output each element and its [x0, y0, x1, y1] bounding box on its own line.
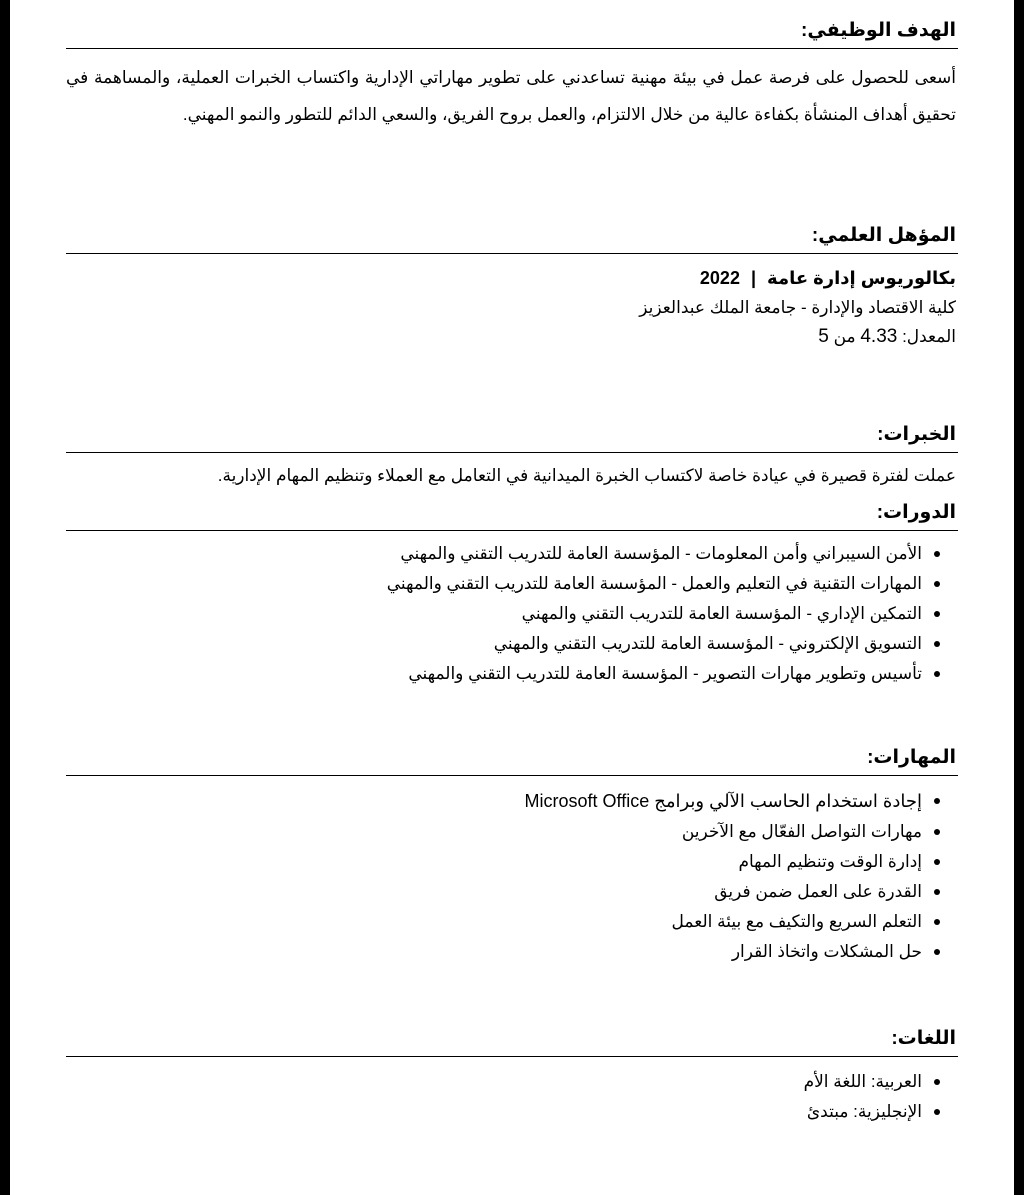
- education-heading: المؤهل العلمي:: [811, 225, 956, 246]
- gpa-value: 4.33: [860, 326, 898, 347]
- experience-section: [66, 422, 958, 491]
- degree-line: [66, 264, 958, 293]
- institution-name: كلية الاقتصاد والإدارة - جامعة الملك عبدالعزيز: [639, 298, 956, 317]
- bullet-icon: [934, 611, 940, 617]
- section-divider: [66, 253, 958, 254]
- list-item: المهارات التقنية في التعليم والعمل - المؤسسة العامة للتدريب التقني والمهني: [66, 569, 958, 599]
- section-divider: [66, 530, 958, 531]
- list-item: تأسيس وتطوير مهارات التصوير - المؤسسة العامة للتدريب التقني والمهني: [66, 659, 958, 689]
- section-divider: [66, 1056, 958, 1057]
- list-item: الأمن السيبراني وأمن المعلومات - المؤسسة العامة للتدريب التقني والمهني: [66, 539, 958, 569]
- list-item: التعلم السريع والتكيف مع بيئة العمل: [66, 907, 958, 937]
- gpa-max: 5: [818, 326, 829, 347]
- bullet-icon: [934, 829, 940, 835]
- graduation-year: 2022: [699, 268, 740, 288]
- bullet-icon: [934, 949, 940, 955]
- degree-separator: |: [750, 268, 757, 288]
- objective-section: [66, 18, 958, 133]
- bullet-icon: [934, 919, 940, 925]
- list-item: القدرة على العمل ضمن فريق: [66, 877, 958, 907]
- gpa-label: المعدل:: [902, 327, 956, 346]
- courses-section: [66, 500, 958, 689]
- section-divider: [66, 452, 958, 453]
- languages-list: [66, 1067, 958, 1127]
- experience-heading: الخبرات:: [877, 424, 956, 445]
- bullet-icon: [934, 581, 940, 587]
- bullet-icon: [934, 889, 940, 895]
- gpa-line: [66, 322, 958, 351]
- bullet-icon: [934, 798, 940, 804]
- bullet-icon: [934, 671, 940, 677]
- section-divider: [66, 48, 958, 49]
- list-item: العربية: اللغة الأم: [66, 1067, 958, 1097]
- languages-heading: اللغات:: [891, 1028, 956, 1049]
- courses-heading: الدورات:: [876, 502, 956, 523]
- list-item: التمكين الإداري - المؤسسة العامة للتدريب التقني والمهني: [66, 599, 958, 629]
- bullet-icon: [934, 1109, 940, 1115]
- list-item: إجادة استخدام الحاسب الآلي وبرامج Microsoft Office: [66, 786, 958, 817]
- objective-text: أسعى للحصول على فرصة عمل في بيئة مهنية تساعدني على تطوير مهاراتي الإدارية واكتساب الخبرات العملية، والمساهمة في تحقيق أهداف المنشأة بكفاءة عالية من خلال الالتزام، والعمل بروح الفريق، والسعي الدائم للتطور والنمو المهني.: [66, 68, 956, 124]
- cv-page: [10, 0, 1014, 1195]
- list-item: التسويق الإلكتروني - المؤسسة العامة للتدريب التقني والمهني: [66, 629, 958, 659]
- skills-heading: المهارات:: [867, 747, 956, 768]
- section-divider: [66, 775, 958, 776]
- skills-section: [66, 745, 958, 967]
- objective-heading: الهدف الوظيفي:: [801, 20, 956, 41]
- list-item: مهارات التواصل الفعّال مع الآخرين: [66, 817, 958, 847]
- gpa-of: من: [833, 327, 856, 346]
- list-item: إدارة الوقت وتنظيم المهام: [66, 847, 958, 877]
- bullet-icon: [934, 551, 940, 557]
- skills-list: [66, 786, 958, 967]
- bullet-icon: [934, 1079, 940, 1085]
- languages-section: [66, 1026, 958, 1127]
- list-item: حل المشكلات واتخاذ القرار: [66, 937, 958, 967]
- degree-name: بكالوريوس إدارة عامة: [767, 268, 956, 288]
- bullet-icon: [934, 859, 940, 865]
- education-section: [66, 223, 958, 351]
- experience-text: عملت لفترة قصيرة في عيادة خاصة لاكتساب الخبرة الميدانية في التعامل مع العملاء وتنظيم المهام الإدارية.: [217, 466, 956, 485]
- list-item: الإنجليزية: مبتدئ: [66, 1097, 958, 1127]
- bullet-icon: [934, 641, 940, 647]
- courses-list: [66, 539, 958, 689]
